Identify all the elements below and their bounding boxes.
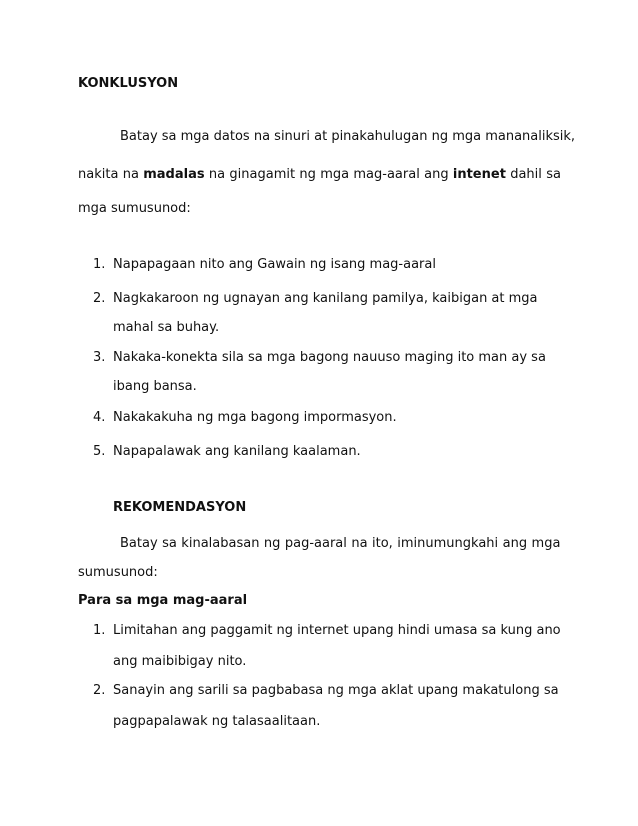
word: na [208, 167, 226, 182]
word: ang [424, 167, 449, 182]
word: mga [320, 167, 350, 182]
konklusyon-paragraph-line-3: mga sumusunod: [78, 201, 191, 216]
list-item-number: 5. [93, 444, 106, 459]
list-item-line: mahal sa buhay. [113, 320, 220, 335]
word: nakita [78, 167, 119, 182]
rekomendasyon-heading: REKOMENDASYON [113, 500, 247, 515]
word: ng [299, 167, 316, 182]
list-item-number: 2. [93, 683, 106, 698]
list-item-line: Nagkakaroon ng ugnayan ang kanilang pamilya, kaibigan at mga [113, 291, 538, 306]
list-item-number: 4. [93, 410, 106, 425]
list-item-line: Napapagaan nito ang Gawain ng isang mag-aaral [113, 257, 436, 272]
list-item-line: pagpapalawak ng talasaalitaan. [113, 714, 321, 729]
rekomendasyon-paragraph-line-2: sumusunod: [78, 565, 158, 580]
list-item-number: 2. [93, 291, 106, 306]
list-item-number: 1. [93, 257, 106, 272]
list-item-line: Nakakakuha ng mga bagong impormasyon. [113, 410, 397, 425]
list-item-line: Limitahan ang paggamit ng internet upang hindi umasa sa kung ano [113, 623, 561, 638]
bold-word-intenet: intenet [452, 167, 506, 182]
konklusyon-heading: KONKLUSYON [78, 76, 179, 91]
rekomendasyon-subheading: Para sa mga mag-aaral [78, 593, 248, 608]
word: dahil [510, 167, 542, 182]
list-item-number: 1. [93, 623, 106, 638]
rekomendasyon-paragraph-line-1: Batay sa kinalabasan ng pag-aaral na ito, iminumungkahi ang mga [120, 536, 561, 551]
word: na [122, 167, 139, 182]
bold-word-madalas: madalas [143, 167, 205, 182]
list-item-line: ang maibibigay nito. [113, 654, 247, 669]
word: mag-aaral [353, 167, 420, 182]
list-item-line: Sanayin ang sarili sa pagbabasa ng mga aklat upang makatulong sa [113, 683, 559, 698]
list-item-line: Nakaka-konekta sila sa mga bagong nauuso maging ito man ay sa [113, 350, 546, 365]
list-item-line: Napapalawak ang kanilang kaalaman. [113, 444, 361, 459]
word: ginagamit [229, 167, 296, 182]
konklusyon-paragraph-line-1: Batay sa mga datos na sinuri at pinakahulugan ng mga mananaliksik, [120, 129, 576, 144]
konklusyon-paragraph-line-2 [78, 167, 561, 183]
list-item-line: ibang bansa. [113, 379, 197, 394]
list-item-number: 3. [93, 350, 106, 365]
word: sa [546, 167, 561, 182]
